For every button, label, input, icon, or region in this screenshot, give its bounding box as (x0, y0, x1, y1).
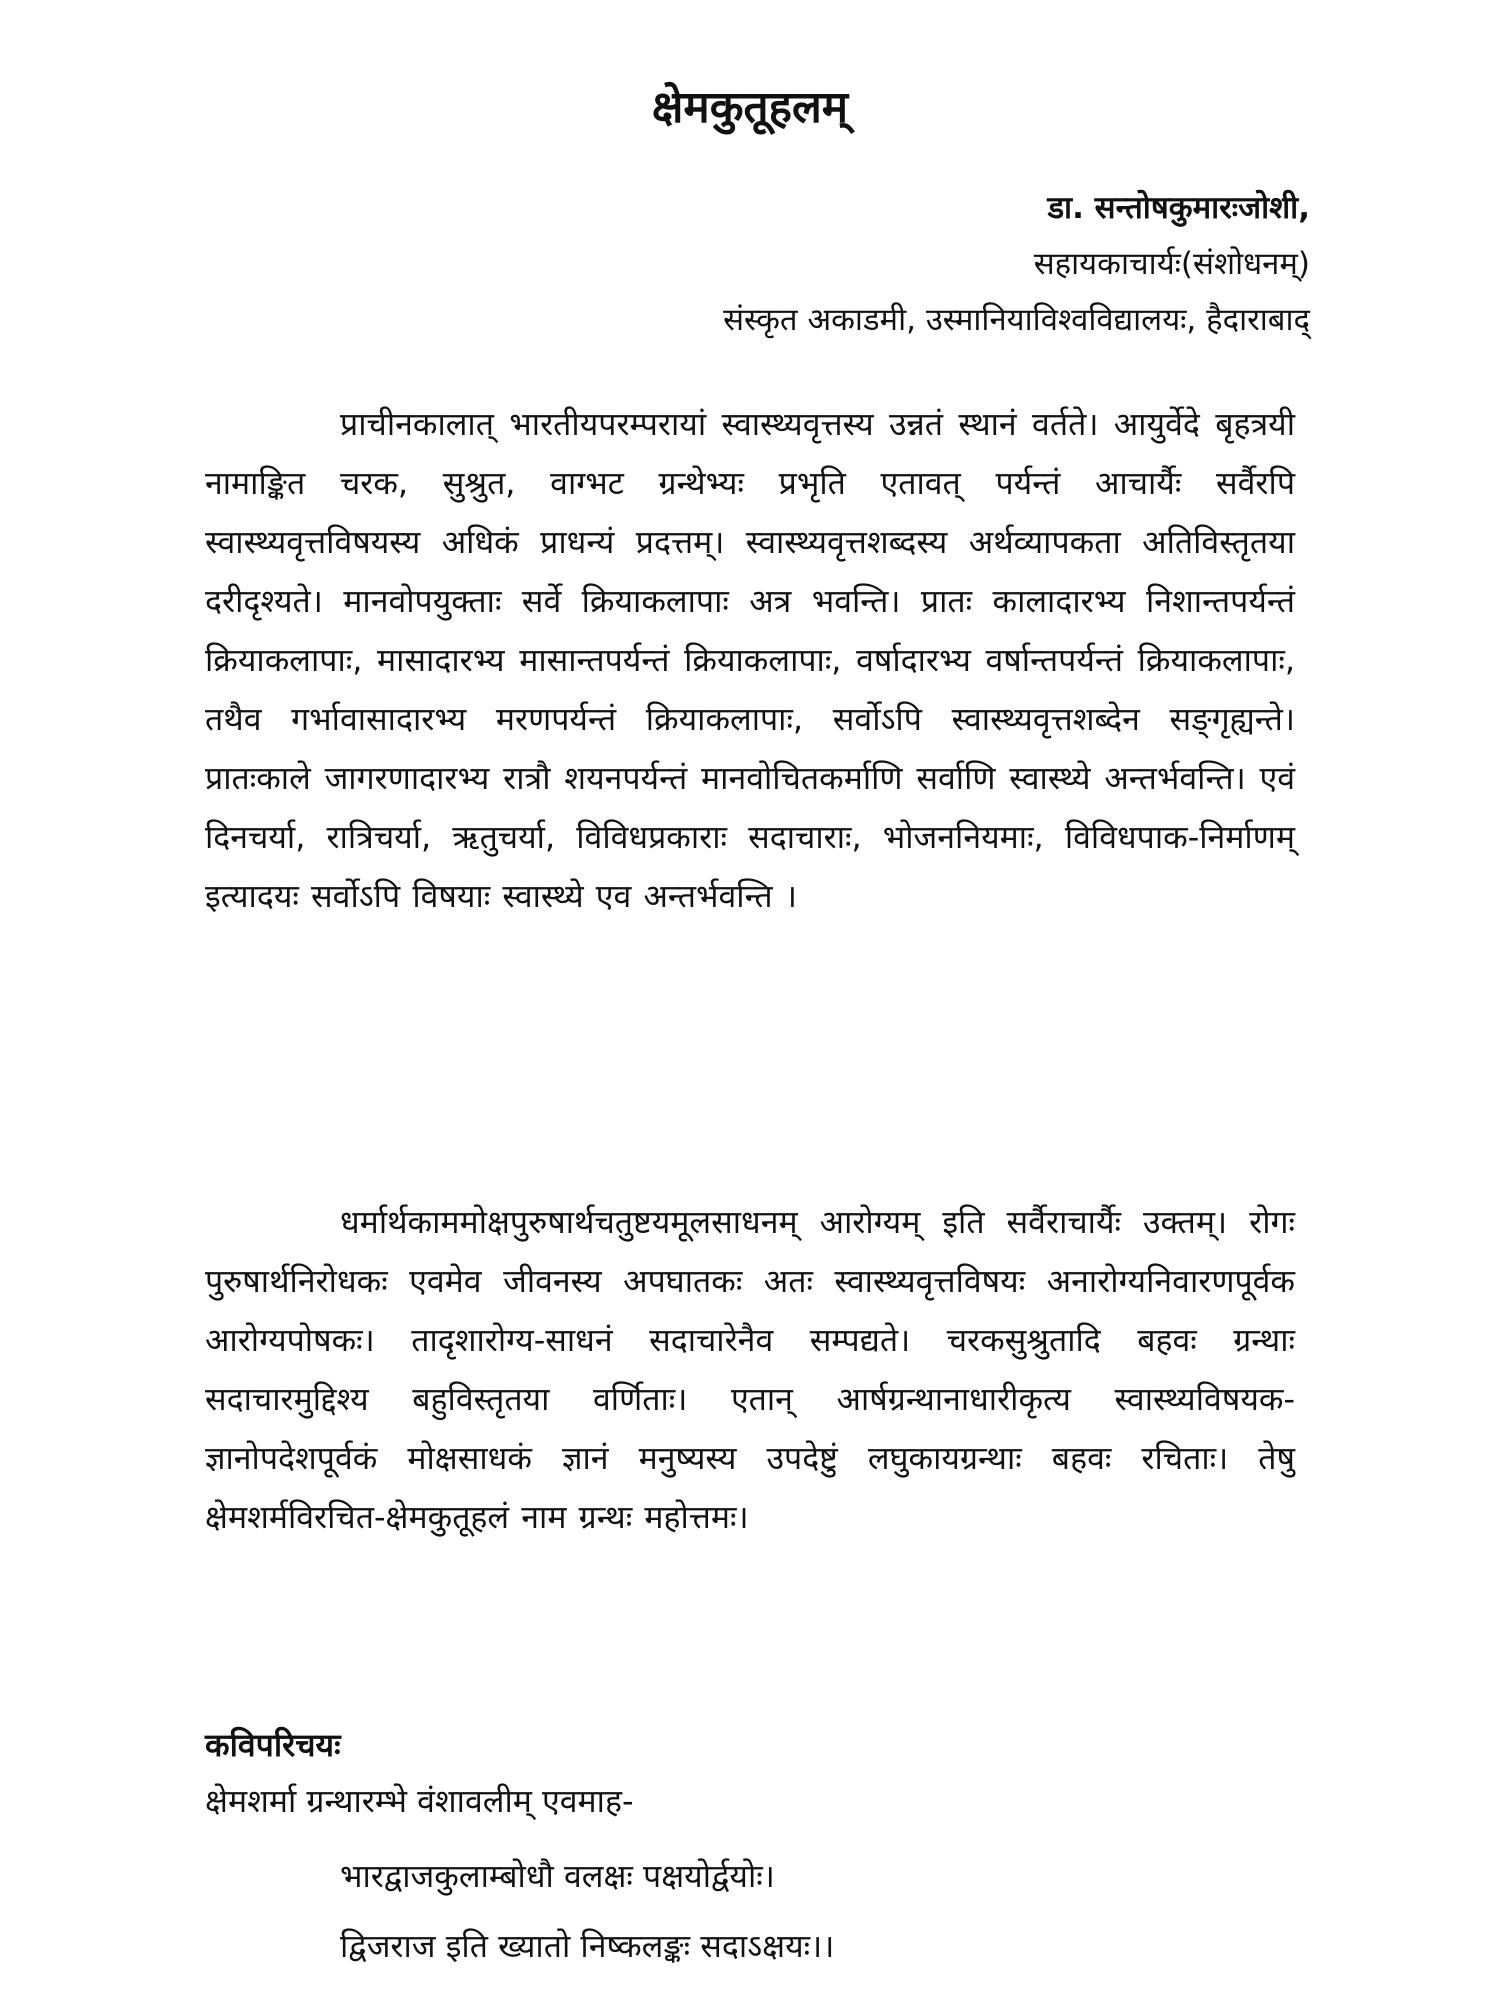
document-title: क्षेमकुतूहलम् (651, 82, 849, 133)
author-affiliation: संस्कृत अकाडमी, उस्मानियाविश्वविद्यालयः, हैदाराबाद् (723, 302, 1310, 338)
author-block (410, 180, 1310, 348)
verse-line-1: भारद्वाजकुलाम्बोधौ वलक्षः पक्षयोर्द्वयोः। (340, 1857, 775, 1895)
body-paragraph-1: प्राचीनकालात् भारतीयपरम्परायां स्वास्थ्यवृत्तस्य उन्नतं स्थानं वर्तते। आयुर्वेदे बृहत्रयी नामाङ्कित चरक, सुश्रुत, वाग्भट ग्रन्थेभ्यः प्रभृति एतावत् पर्यन्तं आचार्यैः सर्वैरपि स्वास्थ्यवृत्तविषयस्य अधिकं प्राधन्यं प्रदत्तम्। स्वास्थ्यवृत्तशब्दस्य अर्थव्यापकता अतिविस्तृतया दरीदृश्यते। मानवोपयुक्ताः सर्वे क्रियाकलापाः अत्र भवन्ति। प्रातः कालादारभ्य निशान्तपर्यन्तं क्रियाकलापाः, मासादारभ्य मासान्तपर्यन्तं क्रियाकलापाः, वर्षादारभ्य वर्षान्तपर्यन्तं क्रियाकलापाः, तथैव गर्भावासादारभ्य मरणपर्यन्तं क्रियाकलापाः, सर्वोऽपि स्वास्थ्यवृत्तशब्देन सङ्गृह्यन्ते। प्रातःकाले जागरणादारभ्य रात्रौ शयनपर्यन्तं मानवोचितकर्माणि सर्वाणि स्वास्थ्ये अन्तर्भवन्ति। एवं दिनचर्या, रात्रिचर्या, ऋतुचर्या, विविधप्रकाराः सदाचाराः, भोजननियमाः, विविधपाक-निर्माणम् इत्यादयः सर्वोऽपि विषयाः स्वास्थ्ये एव अन्तर्भवन्ति । (205, 405, 1295, 915)
section-intro-line: क्षेमशर्मा ग्रन्थारम्भे वंशावलीम् एवमाह- (205, 1782, 634, 1820)
author-designation: सहायकाचार्यः(संशोधनम्) (1033, 246, 1310, 282)
body-paragraph-2: धर्मार्थकाममोक्षपुरुषार्थचतुष्टयमूलसाधनम् आरोग्यम् इति सर्वैराचार्यैः उक्तम्। रोगः पुरुषार्थनिरोधकः एवमेव जीवनस्य अपघातकः अतः स्वास्थ्यवृत्तविषयः अनारोग्यनिवारणपूर्वक आरोग्यपोषकः। तादृशारोग्य-साधनं सदाचारेनैव सम्पद्यते। चरकसुश्रुतादि बहवः ग्रन्थाः सदाचारमुद्दिश्य बहुविस्तृतया वर्णिताः। एतान् आर्षग्रन्थानाधारीकृत्य स्वास्थ्यविषयक-ज्ञानोपदेशपूर्वकं मोक्षसाधकं ज्ञानं मनुष्यस्य उपदेष्टुं लघुकायग्रन्थाः बहवः रचिताः। तेषु क्षेमशर्मविरचित-क्षेमकुतूहलं नाम ग्रन्थः महोत्तमः। (205, 1203, 1295, 1536)
section-heading: कविपरिचयः (205, 1726, 341, 1764)
author-name: डा. सन्तोषकुमारःजोशी, (1047, 190, 1310, 226)
verse-line-2: द्विजराज इति ख्यातो निष्कलङ्कः सदाऽक्षयः।। (340, 1927, 835, 1965)
